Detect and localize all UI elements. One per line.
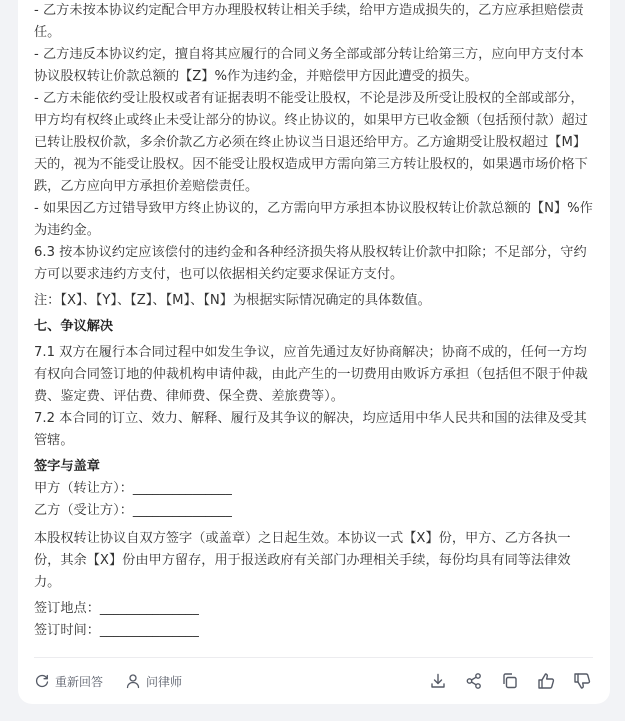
clause-7-1: 7.1 双方在履行本合同过程中如发生争议，应首先通过友好协商解决；协商不成的，任何一方均有权向合同签订地的仲裁机构申请仲裁，由此产生的一切费用由败诉方承担（包括但不限于仲裁费、鉴定费、评估费、律师费、保全费、差旅费等）。 (34, 345, 588, 404)
user-icon (125, 673, 141, 689)
thumbs-down-icon (573, 672, 591, 690)
ask-lawyer-label: 问律师 (146, 674, 183, 689)
answer-footer (34, 668, 593, 694)
answer-content (34, 0, 593, 642)
dislike-button[interactable] (571, 670, 593, 692)
clause-paragraph-2: - 乙方违反本协议约定，擅自将其应履行的合同义务全部或部分转让给第三方，应向甲方支付本协议股权转让价款总额的【Z】%作为违约金，并赔偿甲方因此遭受的损失。 (34, 47, 584, 84)
regenerate-button[interactable] (34, 673, 103, 690)
regenerate-icon (34, 673, 50, 689)
like-button[interactable] (535, 670, 557, 692)
clause-paragraph-4: - 如果因乙方过错导致甲方终止协议的，乙方需向甲方承担本协议股权转让价款总额的【N】%作为违约金。 (34, 201, 593, 238)
download-button[interactable] (427, 670, 449, 692)
answer-card (18, 0, 610, 704)
footer-divider (34, 657, 593, 658)
section-7-title: 七、争议解决 (34, 319, 114, 334)
copy-button[interactable] (499, 670, 521, 692)
download-icon (429, 672, 447, 690)
copy-icon (501, 672, 519, 690)
sign-time-line: 签订时间：_______________ (34, 623, 199, 638)
regenerate-label: 重新回答 (55, 674, 104, 689)
party-a-line: 甲方（转让方）：_______________ (34, 481, 232, 496)
sign-place-line: 签订地点：_______________ (34, 601, 199, 616)
thumbs-up-icon (537, 672, 555, 690)
clause-paragraph-3: - 乙方未能依约受让股权或者有证据表明不能受让股权，不论是涉及所受让股权的全部或部分，甲方均有权终止或终止未受让部分的协议。终止协议的，如果甲方已收金额（包括预付款）超过已转让股权价款，多余价款乙方必须在终止协议当日退还给甲方。乙方逾期受让股权超过【M】天的，视为不能受让股权。因不能受让股权造成甲方需向第三方转让股权的，如果遇市场价格下跌，乙方应向甲方承担价差赔偿责任。 (34, 91, 588, 194)
clause-7-2: 7.2 本合同的订立、效力、解释、履行及其争议的解决，均应适用中华人民共和国的法律及受其管辖。 (34, 411, 587, 448)
effect-paragraph: 本股权转让协议自双方签字（或盖章）之日起生效。本协议一式【X】份，甲方、乙方各执一份，其余【X】份由甲方留存，用于报送政府有关部门办理相关手续，每份均具有同等法律效力。 (34, 531, 571, 590)
share-button[interactable] (463, 670, 485, 692)
ask-lawyer-button[interactable] (125, 673, 182, 690)
share-icon (465, 672, 483, 690)
party-b-line: 乙方（受让方）：_______________ (34, 503, 232, 518)
sign-title: 签字与盖章 (34, 459, 100, 474)
clause-paragraph-1: - 乙方未按本协议约定配合甲方办理股权转让相关手续，给甲方造成损失的，乙方应承担赔偿责任。 (34, 3, 584, 40)
clause-6-3: 6.3 按本协议约定应该偿付的违约金和各种经济损失将从股权转让价款中扣除；不足部分，守约方可以要求违约方支付，也可以依据相关约定要求保证方支付。 (34, 245, 587, 282)
note-text: 注：【X】、【Y】、【Z】、【M】、【N】为根据实际情况确定的具体数值。 (34, 293, 431, 308)
